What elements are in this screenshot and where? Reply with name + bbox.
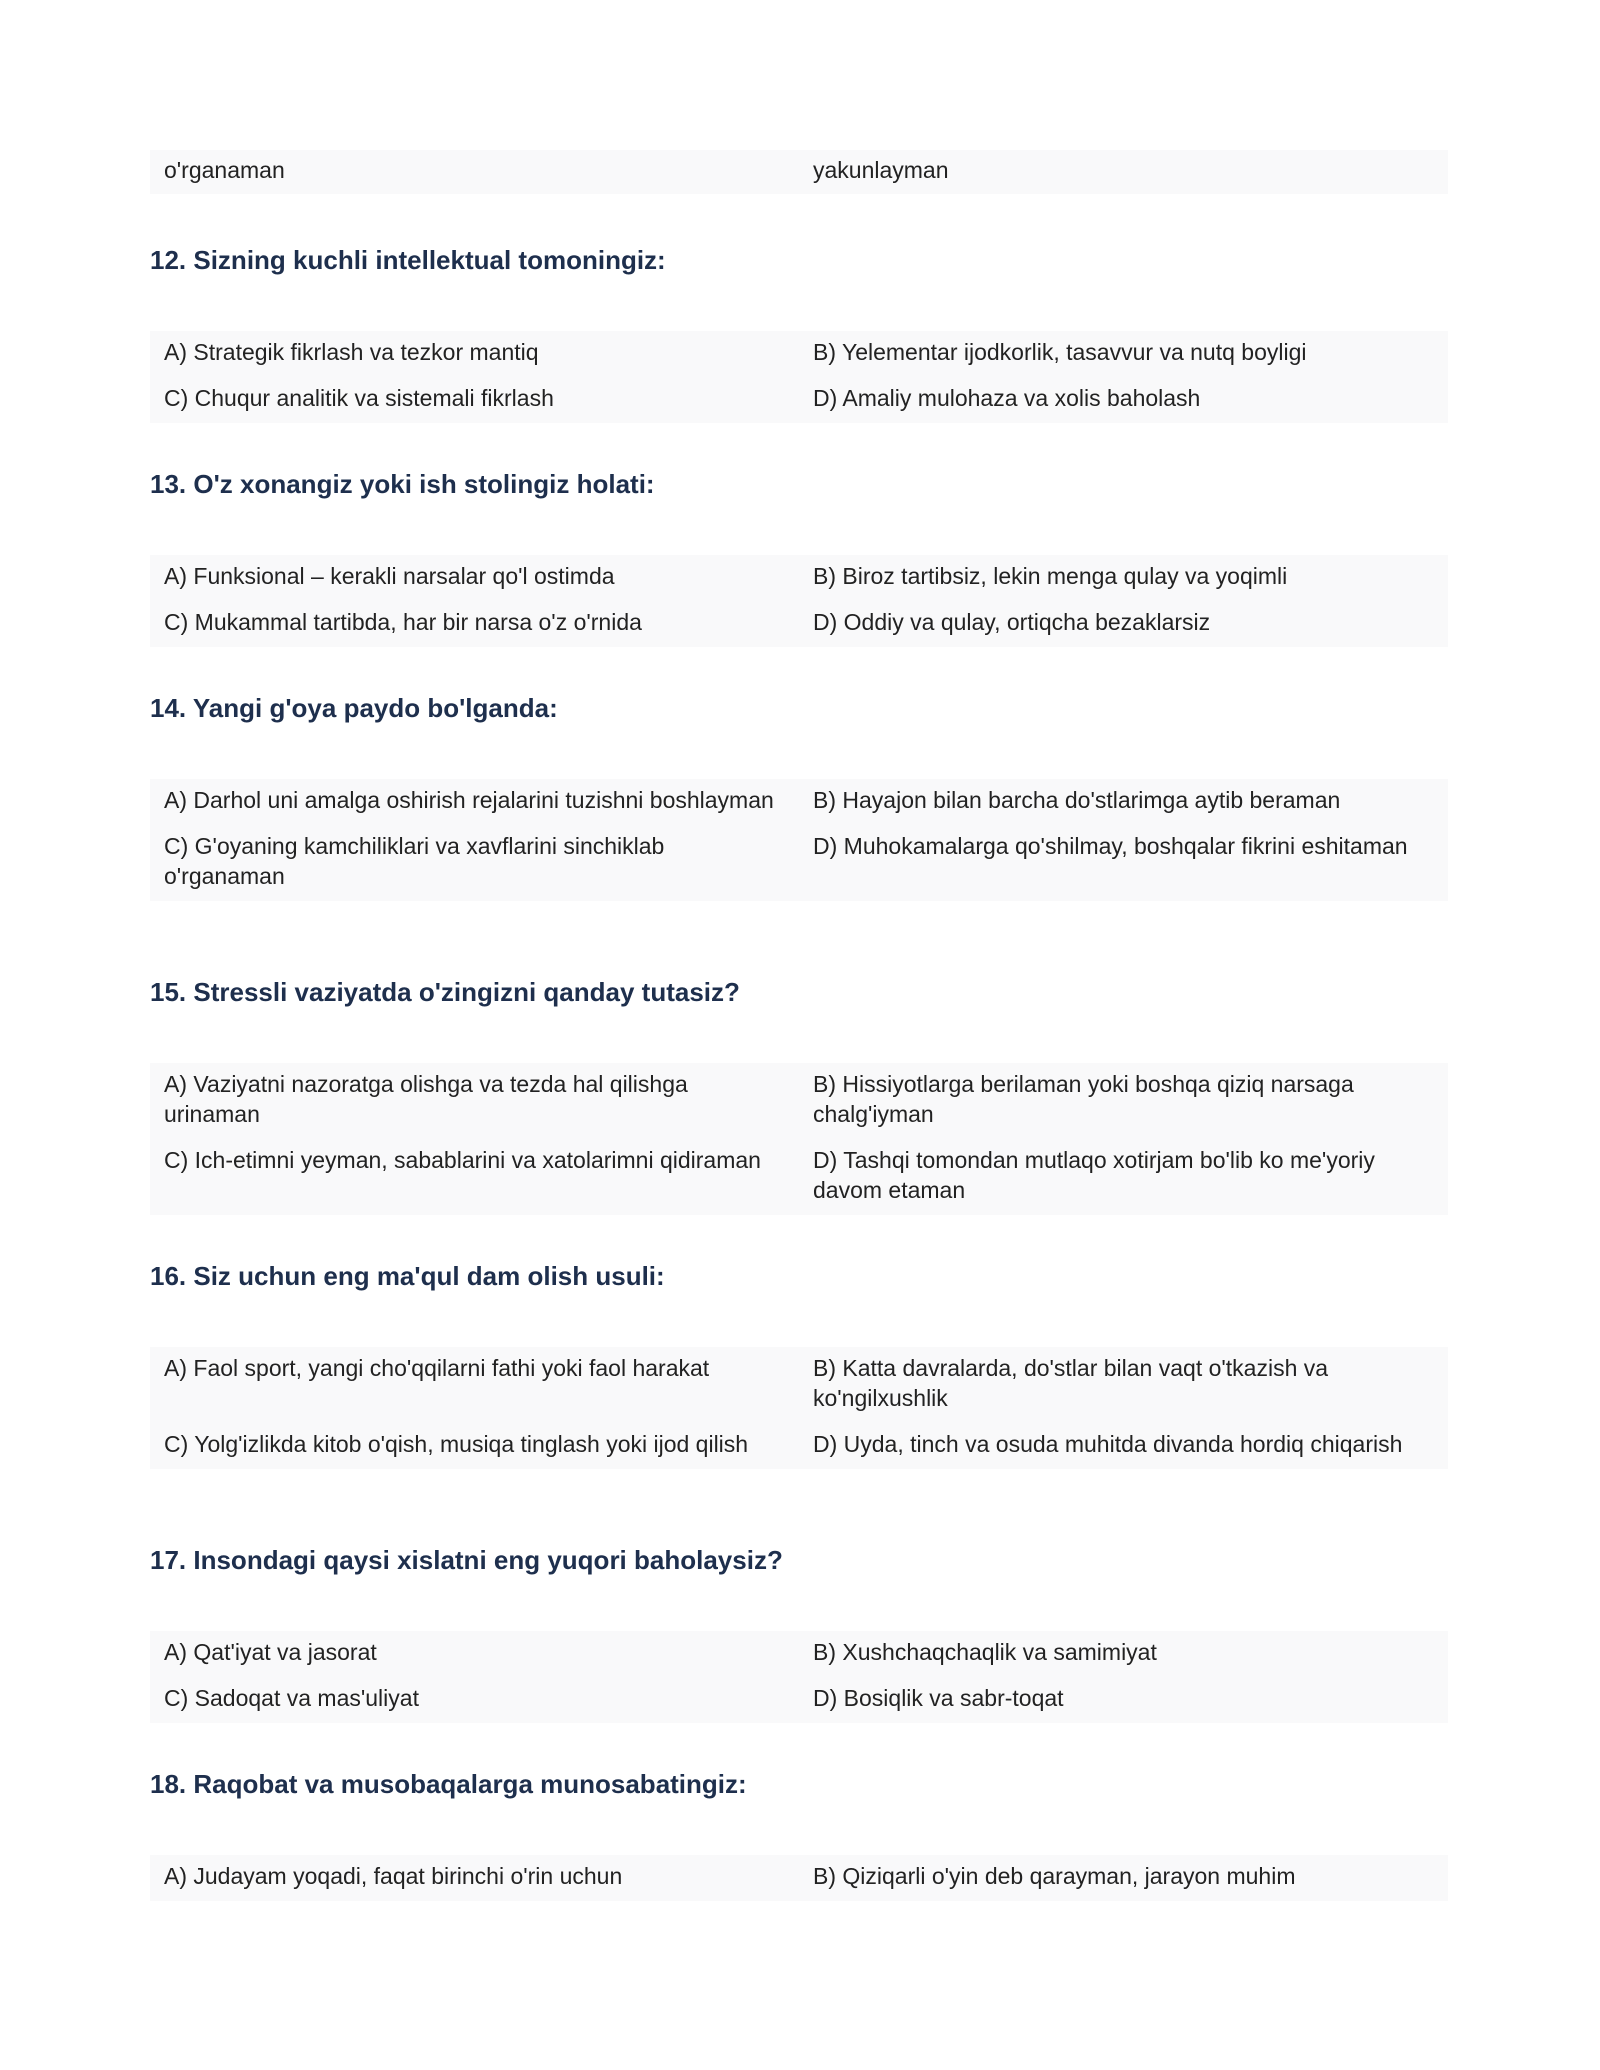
option-d: D) Tashqi tomondan mutlaqo xotirjam bo'lib ko me'yoriy davom etaman [813,1147,1375,1203]
option-c: C) Ich-etimni yeyman, sabablarini va xatolarimni qidiraman [164,1147,761,1173]
option-c: C) G'oyaning kamchiliklari va xavflarini sinchiklab o'rganaman [164,833,665,889]
question-title: 16. Siz uchun eng ma'qul dam olish usuli: [150,1261,665,1291]
question-12 [150,245,1448,423]
options-table [150,1347,1448,1469]
option-a: A) Vaziyatni nazoratga olishga va tezda hal qilishga urinaman [164,1071,688,1127]
options-table-continuation [150,150,1448,194]
options-table [150,1631,1448,1723]
options-table [150,331,1448,423]
option-c: C) Yolg'izlikda kitob o'qish, musiqa tinglash yoki ijod qilish [164,1431,749,1457]
option-d: D) Amaliy mulohaza va xolis baholash [813,385,1201,411]
option-a: A) Darhol uni amalga oshirish rejalarini tuzishni boshlayman [164,787,774,813]
option-a: A) Faol sport, yangi cho'qqilarni fathi yoki faol harakat [164,1355,710,1381]
options-table [150,1063,1448,1215]
question-title: 12. Sizning kuchli intellektual tomoningiz: [150,245,666,275]
question-16 [150,1261,1448,1469]
option-a: A) Strategik fikrlash va tezkor mantiq [164,339,539,365]
option-b: B) Hissiyotlarga berilaman yoki boshqa qiziq narsaga chalg'iyman [813,1071,1354,1127]
option-d: D) Bosiqlik va sabr-toqat [813,1685,1064,1711]
option-b: B) Yelementar ijodkorlik, tasavvur va nutq boyligi [813,339,1307,365]
option-continuation-left: o'rganaman [164,157,285,183]
option-continuation-right: yakunlayman [813,157,949,183]
option-a: A) Judayam yoqadi, faqat birinchi o'rin uchun [164,1863,623,1889]
question-13 [150,469,1448,647]
question-title: 15. Stressli vaziyatda o'zingizni qanday tutasiz? [150,977,740,1007]
question-title: 17. Insondagi qaysi xislatni eng yuqori baholaysiz? [150,1545,783,1575]
options-table [150,555,1448,647]
options-table [150,779,1448,901]
option-b: B) Hayajon bilan barcha do'stlarimga aytib beraman [813,787,1341,813]
question-17 [150,1545,1448,1723]
question-15 [150,977,1448,1215]
option-c: C) Chuqur analitik va sistemali fikrlash [164,385,554,411]
question-14 [150,693,1448,901]
option-a: A) Funksional – kerakli narsalar qo'l ostimda [164,563,615,589]
option-c: C) Mukammal tartibda, har bir narsa o'z o'rnida [164,609,642,635]
option-d: D) Muhokamalarga qo'shilmay, boshqalar fikrini eshitaman [813,833,1408,859]
option-b: B) Qiziqarli o'yin deb qarayman, jarayon muhim [813,1863,1296,1889]
option-d: D) Oddiy va qulay, ortiqcha bezaklarsiz [813,609,1211,635]
question-title: 18. Raqobat va musobaqalarga munosabatingiz: [150,1769,747,1799]
option-b: B) Katta davralarda, do'stlar bilan vaqt o'tkazish va ko'ngilxushlik [813,1355,1329,1411]
option-d: D) Uyda, tinch va osuda muhitda divanda hordiq chiqarish [813,1431,1403,1457]
options-table [150,1855,1448,1901]
question-18 [150,1769,1448,1901]
question-title: 14. Yangi g'oya paydo bo'lganda: [150,693,558,723]
option-b: B) Biroz tartibsiz, lekin menga qulay va yoqimli [813,563,1288,589]
option-b: B) Xushchaqchaqlik va samimiyat [813,1639,1157,1665]
question-title: 13. O'z xonangiz yoki ish stolingiz holati: [150,469,655,499]
option-a: A) Qat'iyat va jasorat [164,1639,377,1665]
option-c: C) Sadoqat va mas'uliyat [164,1685,419,1711]
